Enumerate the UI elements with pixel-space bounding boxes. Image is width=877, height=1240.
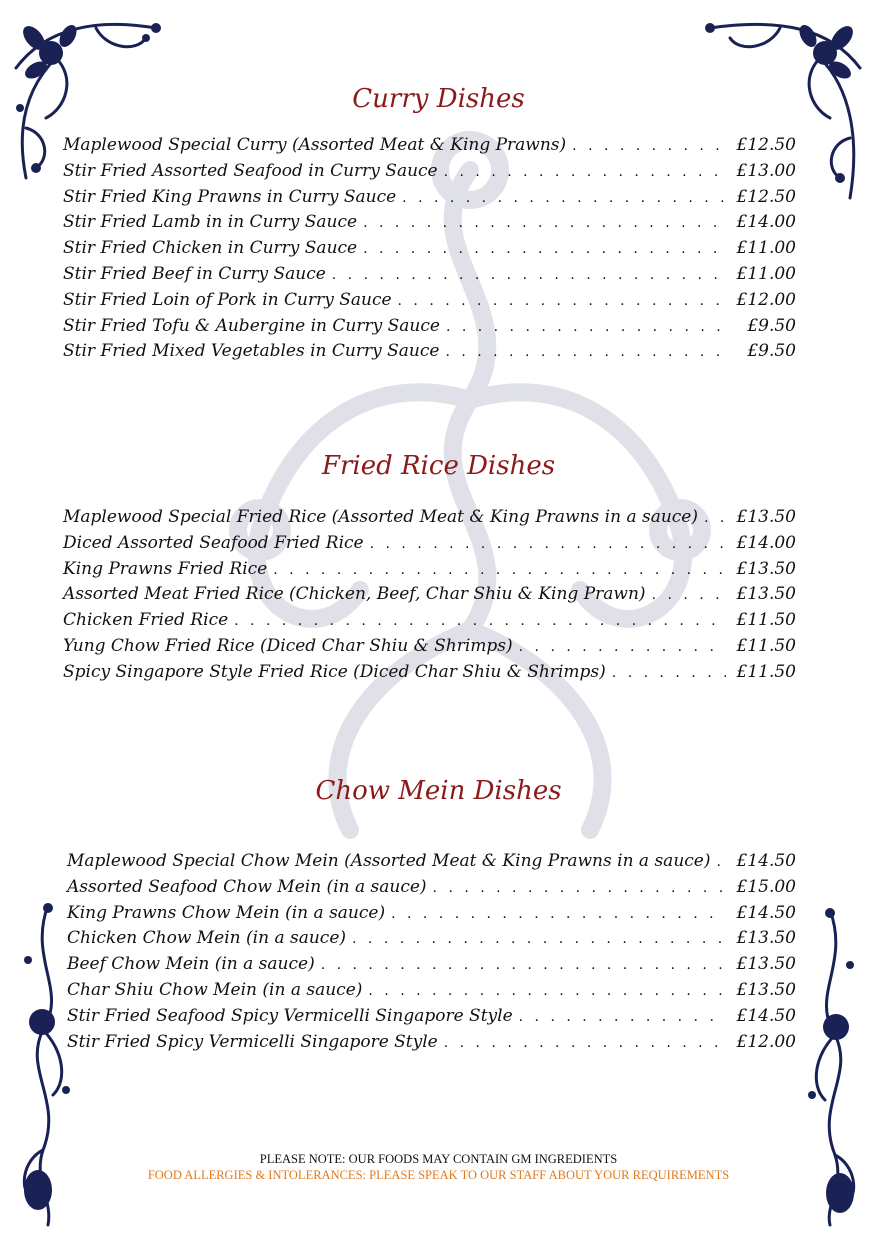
menu-item xyxy=(67,1032,796,1058)
menu-item-name: Yung Chow Fried Rice (Diced Char Shiu & Shrimps) xyxy=(63,635,513,656)
chow-mein-menu-list xyxy=(67,851,796,1057)
menu-item xyxy=(63,264,796,290)
menu-item-name: Diced Assorted Seafood Fried Rice xyxy=(63,532,364,553)
menu-item-price: £11.50 xyxy=(736,610,796,631)
menu-item-name: Stir Fried Beef in Curry Sauce xyxy=(63,263,326,284)
menu-item-name: Stir Fried Lamb in in Curry Sauce xyxy=(63,212,358,233)
menu-item-price: £11.00 xyxy=(736,263,796,284)
dot-leader xyxy=(704,510,726,526)
menu-item xyxy=(67,954,796,980)
menu-item xyxy=(67,877,796,903)
allergy-notice: FOOD ALLERGIES & INTOLERANCES: PLEASE SPEAK TO OUR STAFF ABOUT YOUR REQUIREMENTS xyxy=(147,1168,730,1182)
menu-item-price: £14.50 xyxy=(736,902,796,923)
menu-item xyxy=(63,161,796,187)
menu-item-name: Chicken Chow Mein (in a sauce) xyxy=(67,928,347,949)
dot-leader xyxy=(321,957,726,973)
menu-item-name: Maplewood Special Curry (Assorted Meat & King Prawns) xyxy=(63,135,567,155)
menu-item-price: £13.50 xyxy=(736,928,796,949)
menu-item xyxy=(63,135,796,161)
menu-item-price: £15.00 xyxy=(736,876,796,897)
menu-item-name: Assorted Meat Fried Rice (Chicken, Beef, Char Shiu & King Prawn) xyxy=(63,584,646,605)
dot-leader xyxy=(716,854,726,870)
menu-item-price: £13.50 xyxy=(736,558,796,579)
menu-item-price: £13.50 xyxy=(736,979,796,1000)
menu-item-price: £13.50 xyxy=(736,584,796,605)
menu-item-price: £12.00 xyxy=(736,289,796,310)
menu-item-price: £11.00 xyxy=(736,238,796,259)
dot-leader xyxy=(519,639,726,655)
menu-item xyxy=(67,1006,796,1032)
menu-item-name: King Prawns Chow Mein (in a sauce) xyxy=(67,902,386,923)
dot-leader xyxy=(368,983,726,999)
dot-leader xyxy=(370,536,726,552)
menu-item-price: £13.50 xyxy=(736,954,796,975)
menu-item-price: £11.50 xyxy=(736,661,796,682)
menu-item-name: Beef Chow Mein (in a sauce) xyxy=(67,954,315,975)
dot-leader xyxy=(402,190,726,206)
dot-leader xyxy=(352,931,726,947)
menu-item xyxy=(63,238,796,264)
gm-ingredients-note: PLEASE NOTE: OUR FOODS MAY CONTAIN GM INGREDIENTS xyxy=(259,1152,618,1166)
dot-leader xyxy=(444,164,726,180)
chow-mein-section-title: Chow Mein Dishes xyxy=(315,776,562,806)
dot-leader xyxy=(652,587,726,603)
menu-item xyxy=(63,507,796,533)
menu-item-name: Assorted Seafood Chow Mein (in a sauce) xyxy=(67,876,427,897)
menu-item xyxy=(63,662,796,688)
dot-leader xyxy=(444,1035,726,1051)
menu-item xyxy=(67,851,796,877)
menu-item xyxy=(63,559,796,585)
menu-item xyxy=(63,610,796,636)
menu-item-name: Maplewood Special Fried Rice (Assorted Meat & King Prawns in a sauce) xyxy=(63,507,699,527)
dot-leader xyxy=(363,241,726,257)
menu-item-price: £13.50 xyxy=(736,507,796,527)
dot-leader xyxy=(332,267,726,283)
menu-item xyxy=(63,212,796,238)
menu-item-name: Stir Fried Tofu & Aubergine in Curry Sauce xyxy=(63,315,440,336)
menu-item-price: £14.00 xyxy=(736,532,796,553)
menu-item xyxy=(63,290,796,316)
curry-menu-list xyxy=(63,135,796,367)
dot-leader xyxy=(612,665,726,681)
fried-rice-section-title: Fried Rice Dishes xyxy=(321,451,556,481)
menu-item xyxy=(67,903,796,929)
menu-item-name: Stir Fried Chicken in Curry Sauce xyxy=(63,238,358,259)
dot-leader xyxy=(363,215,726,231)
menu-item-name: Stir Fried Seafood Spicy Vermicelli Singapore Style xyxy=(67,1005,513,1026)
menu-item-name: Stir Fried Mixed Vegetables in Curry Sauce xyxy=(63,341,440,362)
menu-item-price: £12.50 xyxy=(736,186,796,207)
curry-section-title: Curry Dishes xyxy=(352,84,525,114)
menu-item-name: Stir Fried Assorted Seafood in Curry Sauce xyxy=(63,160,438,181)
menu-item-name: Maplewood Special Chow Mein (Assorted Meat & King Prawns in a sauce) xyxy=(67,851,711,871)
dot-leader xyxy=(572,138,726,154)
menu-item xyxy=(63,187,796,213)
dot-leader xyxy=(433,880,726,896)
menu-item-name: Stir Fried King Prawns in Curry Sauce xyxy=(63,186,397,207)
menu-item-name: Stir Fried Loin of Pork in Curry Sauce xyxy=(63,289,392,310)
menu-item xyxy=(67,980,796,1006)
menu-item-name: Char Shiu Chow Mein (in a sauce) xyxy=(67,979,363,1000)
menu-item xyxy=(67,928,796,954)
menu-item-price: £14.00 xyxy=(736,212,796,233)
dot-leader xyxy=(519,1009,726,1025)
menu-item-name: Stir Fried Spicy Vermicelli Singapore Style xyxy=(67,1031,438,1052)
menu-item-price: £11.50 xyxy=(736,635,796,656)
dot-leader xyxy=(391,906,726,922)
menu-item-price: £14.50 xyxy=(736,1005,796,1026)
fried-rice-menu-list xyxy=(63,507,796,688)
menu-item-price: £9.50 xyxy=(747,315,796,336)
menu-item-price: £9.50 xyxy=(747,341,796,362)
menu-item-name: Spicy Singapore Style Fried Rice (Diced Char Shiu & Shrimps) xyxy=(63,661,606,682)
menu-item-price: £12.50 xyxy=(736,135,796,155)
menu-item-name: Chicken Fried Rice xyxy=(63,610,229,631)
menu-item-name: King Prawns Fried Rice xyxy=(63,558,268,579)
menu-item xyxy=(63,316,796,342)
menu-item-price: £12.00 xyxy=(736,1031,796,1052)
menu-item-price: £13.00 xyxy=(736,160,796,181)
menu-item xyxy=(63,341,796,367)
dot-leader xyxy=(398,293,726,309)
dot-leader xyxy=(234,613,726,629)
dot-leader xyxy=(446,319,726,335)
menu-item-price: £14.50 xyxy=(736,851,796,871)
dot-leader xyxy=(273,562,726,578)
menu-item xyxy=(63,584,796,610)
menu-item xyxy=(63,533,796,559)
dot-leader xyxy=(445,344,726,360)
menu-item xyxy=(63,636,796,662)
